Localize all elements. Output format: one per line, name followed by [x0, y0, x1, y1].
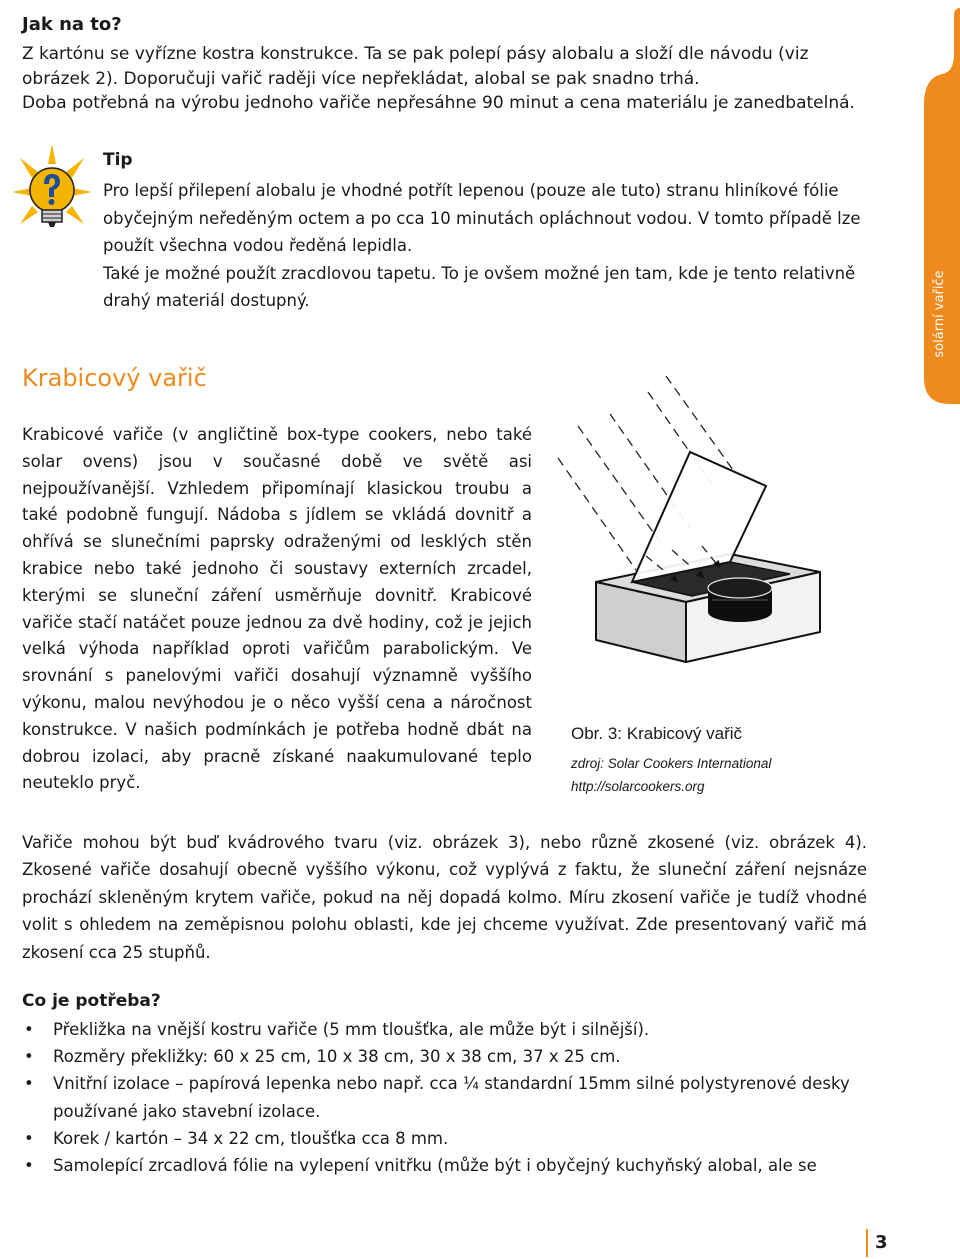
- list-item: [22, 1070, 872, 1124]
- needs-list: [22, 1016, 872, 1179]
- figure-source-line: zdroj: Solar Cookers International: [571, 756, 772, 771]
- intro-paragraph: Z kartónu se vyřízne kostra konstrukce. Ta se pak polepí pásy alobalu a složí dle návodu (viz obrázek 2). Doporučuji vařič raději více nepřekládat, alobal se pak snadno trhá.: [22, 44, 809, 89]
- bullet: •: [24, 1074, 34, 1094]
- box-cooker-diagram: [548, 370, 848, 720]
- bullet: •: [24, 1047, 34, 1067]
- intro-text: [22, 42, 872, 116]
- bullet: •: [24, 1156, 34, 1176]
- tip-text: [103, 177, 873, 315]
- shape-paragraph: Vařiče mohou být buď kvádrového tvaru (viz. obrázek 3), nebo různě zkosené (viz. obrázek 4). Zkosené vařiče dosahují obecně vyššího výkonu, což vyplývá z faktu, že sluneční záření nejsnáze prochází skleněným krytem vařiče, pokud na něj dopadá kolmo. Míru zkosení vařiče je tudíž vhodné volit s ohledem na zeměpisnou polohu oblasti, kde jej chceme využívat. Zde presentovaný vařič má zkosení cca 25 stupňů.: [22, 833, 867, 962]
- figure-caption: Obr. 3: Krabicový vařič: [571, 724, 743, 743]
- list-item: [22, 1016, 872, 1043]
- list-item-text: Překližka na vnější kostru vařiče (5 mm tloušťka, ale může být i silnější).: [53, 1020, 650, 1039]
- list-item-text: Korek / kartón – 34 x 22 cm, tloušťka cca 8 mm.: [53, 1128, 449, 1148]
- list-item-text: Samolepící zrcadlová fólie na vylepení vnitřku (může být i obyčejný kuchyňský alobal, ale se: [53, 1156, 817, 1176]
- section-body: Krabicové vařiče (v angličtině box-type cookers, nebo také solar ovens) jsou v současné době ve světě asi nejpoužívanější. Vzhledem připomínají klasickou troubu a také podobně fungují. Nádoba s jídlem se vkládá dovnitř a ohřívá se slunečními paprsky odraženými od lesklých stěn krabice nebo také jednoho či soustavy externích zrcadel, kterými se sluneční záření usměrňuje dovnitř. Krabicové vařiče stačí natáčet pouze jednou za dvě hodiny, což je jejich velká výhoda například oproti vařičům parabolickým. Ve srovnání s panelovými vařiči dosahují významně vyššího výkonu, malou nevýhodou je o něco vyšší cena a náročnost konstrukce. V našich podmínkách je potřeba hodně dbát na dobrou izolaci, aby pracně získané naakumulované teplo neuteklo pryč.: [22, 425, 532, 793]
- figure-source: [571, 752, 771, 798]
- list-item: [22, 1043, 872, 1070]
- tip-title: Tip: [103, 150, 133, 170]
- list-item-text: Vnitřní izolace – papírová lepenka nebo např. cca ¼ standardní 15mm silné polystyrenové desky používané jako stavební izolace.: [53, 1074, 850, 1121]
- tip-paragraph: Také je možné použít zracdlovou tapetu. To je ovšem možné jen tam, kde je tento relativně drahý materiál dostupný.: [103, 263, 856, 310]
- intro-paragraph: Doba potřebná na výrobu jednoho vařiče nepřesáhne 90 minut a cena materiálu je zanedbatelná.: [22, 93, 855, 113]
- page-heading: Jak na to?: [22, 14, 122, 35]
- side-tab-label: solární vařiče: [932, 270, 947, 358]
- bullet: •: [24, 1020, 34, 1039]
- list-item: [22, 1152, 872, 1179]
- needs-title: Co je potřeba?: [22, 991, 161, 1011]
- question-lightbulb-icon: [10, 142, 94, 234]
- bullet: •: [24, 1128, 34, 1148]
- page-number: 3: [875, 1232, 888, 1253]
- list-item: [22, 1125, 872, 1152]
- page-number-rule: [866, 1229, 868, 1257]
- tip-paragraph: Pro lepší přilepení alobalu je vhodné potřít lepenou (pouze ale tuto) stranu hliníkové fólie obyčejným neředěným octem a po cca 10 minutách opláchnout vodou. V tomto případě lze použít všechna vodou ředěná lepidla.: [103, 181, 861, 255]
- cooking-pot: [708, 578, 772, 622]
- list-item-text: Rozměry překližky: 60 x 25 cm, 10 x 38 cm, 30 x 38 cm, 37 x 25 cm.: [53, 1047, 621, 1067]
- section-title: Krabicový vařič: [22, 364, 207, 392]
- figure-source-url: http://solarcookers.org: [571, 779, 705, 794]
